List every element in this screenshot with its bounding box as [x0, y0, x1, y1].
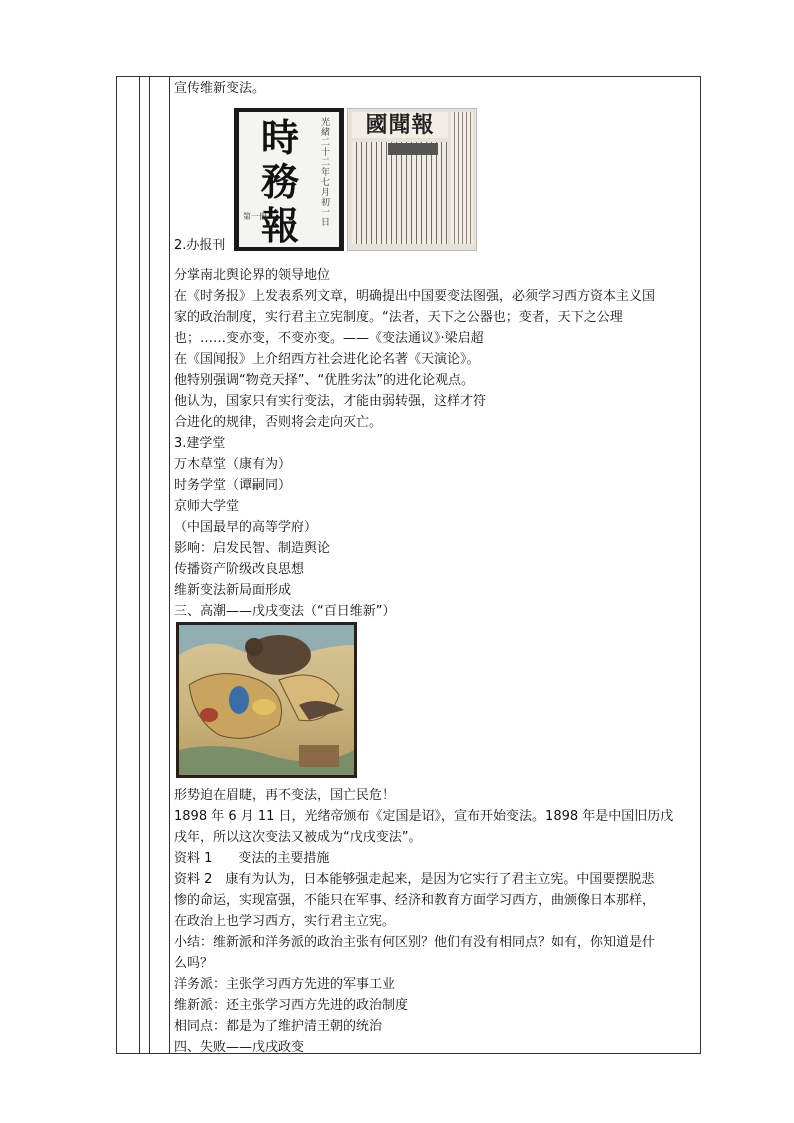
text-line: 形势迫在眉睫，再不变法，国亡民危！: [174, 788, 396, 803]
text-line: 影响：启发民智、制造舆论: [174, 541, 331, 556]
text-line: （中国最早的高等学府）: [174, 520, 318, 535]
text-line: 洋务派：主张学习西方先进的军事工业: [174, 977, 396, 992]
text-line: 传播资产阶级改良思想: [174, 562, 305, 577]
text-line: 戌年，所以这次变法又被成为“戊戌变法”。: [174, 830, 422, 845]
section-heading: 四、失败——戊戌政变: [174, 1040, 305, 1055]
text-line: 2.办报刊: [174, 238, 226, 253]
table-column-divider: [139, 77, 140, 1053]
text-line: 资料 1 变法的主要措施: [174, 851, 330, 866]
guowenbao-newspaper-image: [347, 108, 477, 251]
text-line: 家的政治制度，实行君主立宪制度。“法者，天下之公器也；变者，天下之公理: [174, 310, 623, 325]
newspaper-side-columns: [451, 112, 473, 244]
text-line: 维新派：还主张学习西方先进的政治制度: [174, 998, 409, 1013]
text-line: 时务学堂（谭嗣同）: [174, 478, 292, 493]
text-line: 他认为，国家只有实行变法，才能由弱转强，这样才符: [174, 394, 487, 409]
shiwubao-newspaper-image: [234, 108, 344, 251]
shiwubao-title-char: 報: [261, 203, 300, 248]
political-cartoon-map-image: [176, 622, 357, 778]
guowenbao-title: 國聞報: [352, 112, 448, 138]
section-heading: 三、高潮——戊戌变法（“百日维新”）: [174, 604, 396, 619]
shiwubao-title-char: 時: [261, 115, 300, 160]
text-line: 在政治上也学习西方，实行君主立宪。: [174, 914, 396, 929]
text-line: 在《时务报》上发表系列文章，明确提出中国要变法图强，必须学习西方资本主义国: [174, 289, 656, 304]
text-line: 也；……变亦变，不变亦变。——《变法通议》·梁启超: [174, 331, 484, 346]
text-line: 么吗？: [174, 956, 214, 971]
text-line: 万木草堂（康有为）: [174, 457, 292, 472]
table-column-divider: [169, 77, 170, 1053]
text-line: 小结：维新派和洋务派的政治主张有何区别？他们有没有相同点？如有，你知道是什: [174, 935, 656, 950]
text-line: 1898 年 6 月 11 日，光绪帝颁布《定国是诏》，宣布开始变法。1898 年是中国旧历戊: [174, 809, 674, 824]
text-line: 维新变法新局面形成: [174, 583, 292, 598]
newspaper-header-band: [388, 143, 438, 155]
newspaper-columns: [352, 142, 448, 244]
text-line: 3.建学堂: [174, 436, 226, 451]
shiwubao-issue-text: 第一冊: [243, 212, 267, 221]
shiwubao-title-char: 務: [261, 159, 300, 204]
text-line: 分掌南北舆论界的领导地位: [174, 268, 331, 283]
text-line: 惨的命运，实现富强，不能只在军事、经济和教育方面学习西方，曲颁像日本那样，: [174, 893, 656, 908]
map-illustration: [179, 625, 354, 775]
table-column-divider: [149, 77, 150, 1053]
text-line: 京师大学堂: [174, 499, 240, 514]
text-line: 相同点：都是为了维护清王朝的统治: [174, 1019, 383, 1034]
text-line: 合进化的规律，否则将会走向灭亡。: [174, 415, 383, 430]
text-line: 他特别强调“物竞天择”、“优胜劣汰”的进化论观点。: [174, 373, 474, 388]
shiwubao-date-text: 光緒二十二年七月初一日: [321, 118, 331, 228]
text-line: 在《国闻报》上介绍西方社会进化论名著《天演论》。: [174, 352, 480, 367]
text-line: 资料 2 康有为认为，日本能够强走起来，是因为它实行了君主立宪。中国要摆脱悲: [174, 872, 655, 887]
text-line: 宣传维新变法。: [174, 81, 266, 96]
